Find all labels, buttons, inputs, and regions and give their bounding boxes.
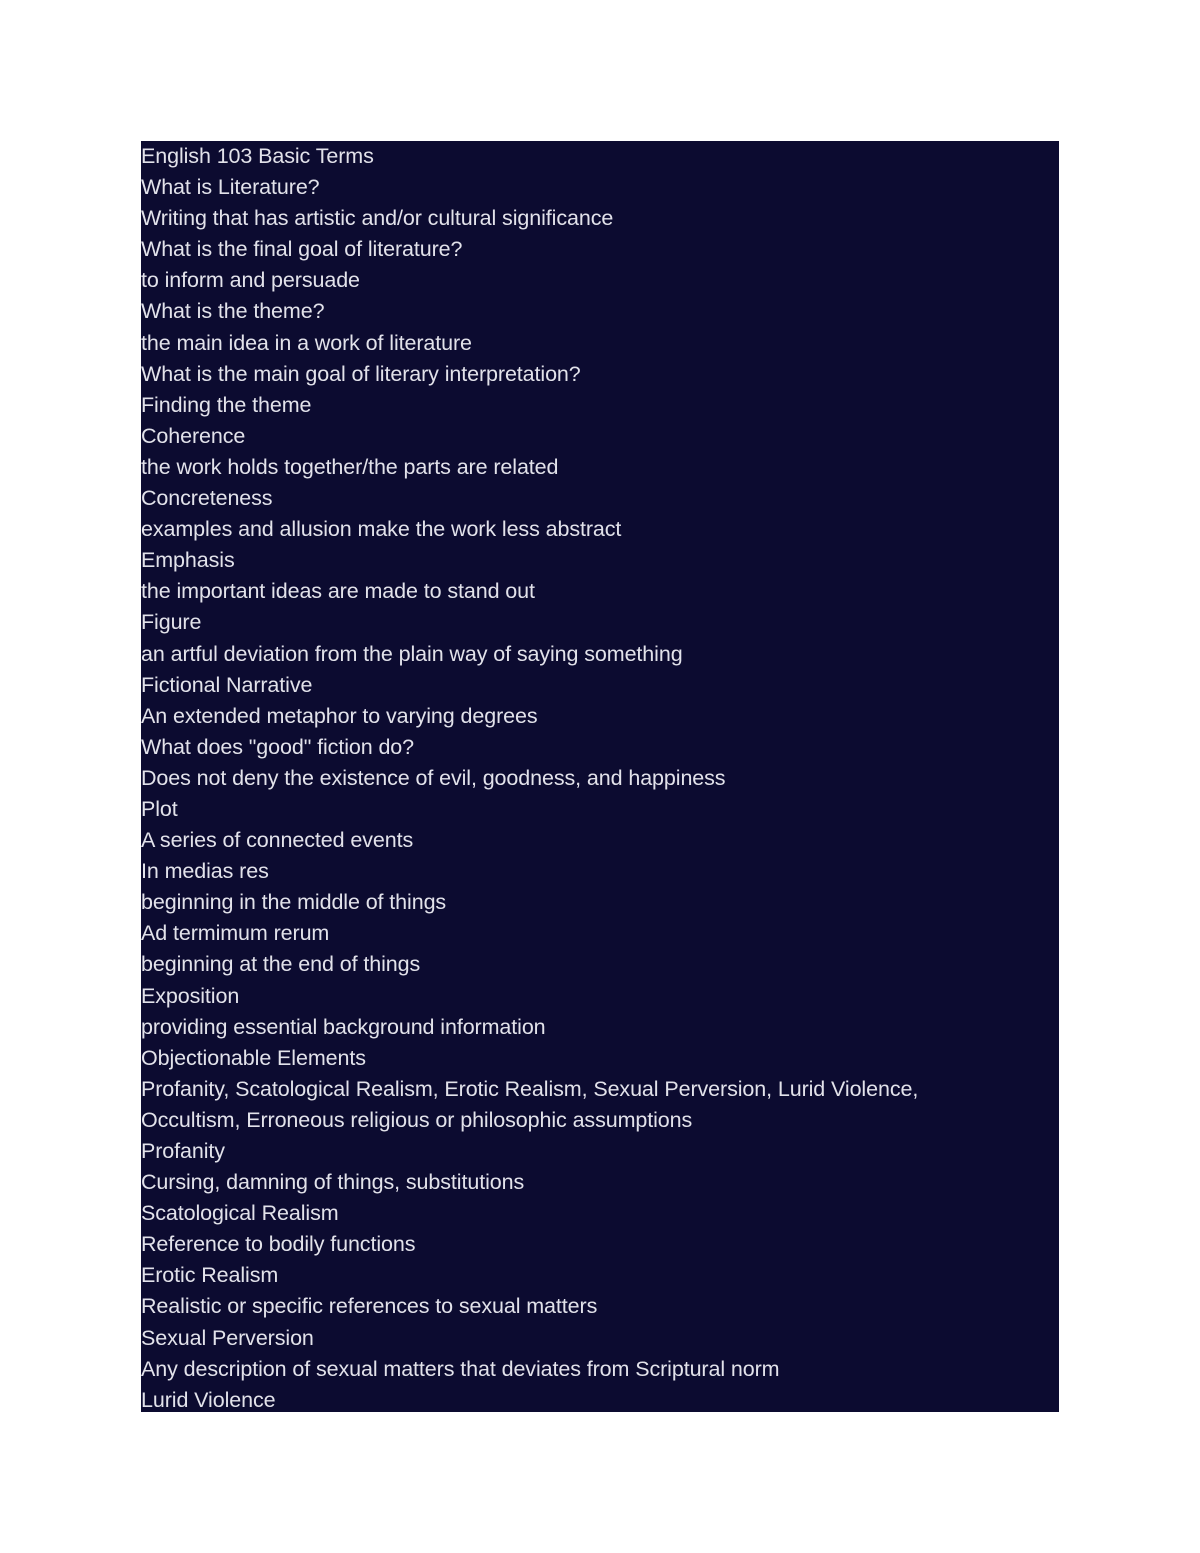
- text-line: Writing that has artistic and/or cultural significance: [141, 206, 614, 231]
- text-line: Ad termimum rerum: [141, 921, 330, 946]
- text-line: Fictional Narrative: [141, 672, 313, 697]
- text-line: Reference to bodily functions: [141, 1232, 416, 1257]
- text-line: What is the final goal of literature?: [141, 237, 463, 262]
- text-line: to inform and persuade: [141, 268, 360, 293]
- text-line: Scatological Realism: [141, 1201, 339, 1226]
- text-line: providing essential background information: [141, 1014, 546, 1039]
- text-line: Erotic Realism: [141, 1263, 279, 1288]
- text-line: the work holds together/the parts are related: [141, 454, 559, 479]
- text-line: What is the main goal of literary interpretation?: [141, 361, 581, 386]
- text-line: Realistic or specific references to sexual matters: [141, 1294, 598, 1319]
- text-line: Finding the theme: [141, 392, 312, 417]
- text-line: Figure: [141, 610, 202, 635]
- text-line: In medias res: [141, 859, 269, 884]
- document-title: English 103 Basic Terms: [141, 144, 374, 168]
- text-line: Concreteness: [141, 486, 273, 511]
- text-line: beginning at the end of things: [141, 952, 421, 977]
- text-line: Objectionable Elements: [141, 1045, 366, 1070]
- text-line: Plot: [141, 796, 178, 821]
- text-line: beginning in the middle of things: [141, 890, 447, 915]
- text-line: Cursing, damning of things, substitutions: [141, 1170, 525, 1195]
- text-line: Profanity: [141, 1139, 225, 1163]
- text-line: An extended metaphor to varying degrees: [141, 703, 538, 728]
- text-line: an artful deviation from the plain way of saying something: [141, 641, 683, 666]
- text-line: the important ideas are made to stand out: [141, 579, 535, 604]
- text-line: Emphasis: [141, 548, 235, 573]
- text-line: What is the theme?: [141, 299, 325, 324]
- text-line: Does not deny the existence of evil, goodness, and happiness: [141, 765, 726, 790]
- text-line: Exposition: [141, 983, 240, 1008]
- text-line: Any description of sexual matters that deviates from Scriptural norm: [141, 1356, 780, 1381]
- text-line: Occultism, Erroneous religious or philosophic assumptions: [141, 1107, 693, 1132]
- text-line: A series of connected events: [141, 828, 414, 853]
- text-line: Lurid Violence: [141, 1387, 276, 1412]
- text-line: the main idea in a work of literature: [141, 330, 472, 355]
- highlighted-text-block: [141, 141, 1059, 1412]
- text-line: examples and allusion make the work less abstract: [141, 517, 622, 542]
- text-line: What does "good" fiction do?: [141, 734, 415, 759]
- text-line: Sexual Perversion: [141, 1325, 314, 1350]
- text-line: Coherence: [141, 423, 246, 448]
- text-line: What is Literature?: [141, 175, 320, 200]
- text-line: Profanity, Scatological Realism, Erotic Realism, Sexual Perversion, Lurid Violence,: [141, 1076, 919, 1101]
